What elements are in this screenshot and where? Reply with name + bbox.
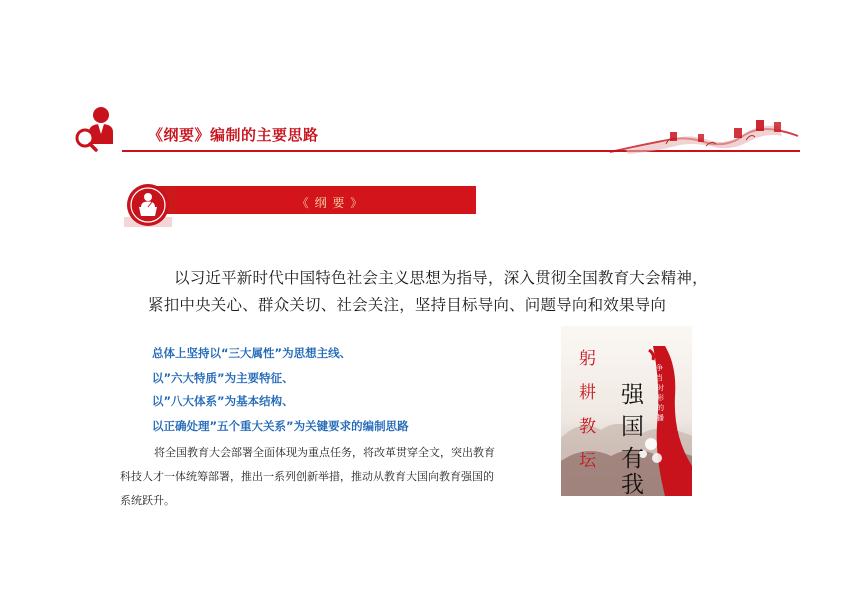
- intro-line-2: 紧扣中央关心、群众关切、社会关注，坚持目标导向、问题导向和效果导向: [148, 296, 667, 314]
- poster-ribbon-char: 形: [657, 394, 664, 402]
- speaker-podium-icon: [124, 183, 172, 227]
- point-item: 以正确处理”五个重大关系”为关键要求的编制思路: [152, 419, 409, 433]
- poster-left-char: 坛: [579, 451, 596, 471]
- great-wall-decoration: [606, 114, 802, 158]
- banner-label: 《 纲 要 》: [296, 196, 364, 210]
- page-title: 《纲要》编制的主要思路: [148, 126, 319, 144]
- poster-left-char: 躬: [579, 349, 596, 369]
- point-item: 总体上坚持以“三大属性”为思想主线、: [152, 346, 352, 360]
- poster-ribbon-char: 的: [657, 404, 664, 412]
- point-item: 以”八大体系”为基本结构、: [152, 394, 294, 408]
- education-poster-image: [561, 326, 692, 496]
- poster-right-char: 国: [621, 414, 644, 440]
- poster-left-char: 耕: [579, 383, 596, 403]
- poster-ribbon-char: 争: [656, 364, 663, 372]
- intro-line-1: 以习近平新时代中国特色社会主义思想为指导，深入贯彻全国教育大会精神，: [174, 269, 708, 287]
- poster-ribbon-char: 当: [656, 374, 663, 382]
- poster-right-char: 强: [621, 382, 644, 408]
- poster-ribbon-char: 播: [657, 414, 664, 422]
- poster-left-char: 教: [579, 417, 596, 437]
- poster-ribbon-char: 时: [657, 384, 664, 392]
- poster-right-char: 有: [621, 446, 644, 472]
- point-item: 以”六大特质”为主要特征、: [152, 371, 294, 385]
- person-search-icon: [70, 100, 126, 156]
- body-paragraph: 将全国教育大会部署全面体现为重点任务，将改革贯穿全文，突出教育科技人才一体统筹部署，推出一系列创新举措，推动从教育大国向教育强国的系统跃升。: [120, 446, 495, 507]
- poster-right-char: 我: [621, 472, 644, 496]
